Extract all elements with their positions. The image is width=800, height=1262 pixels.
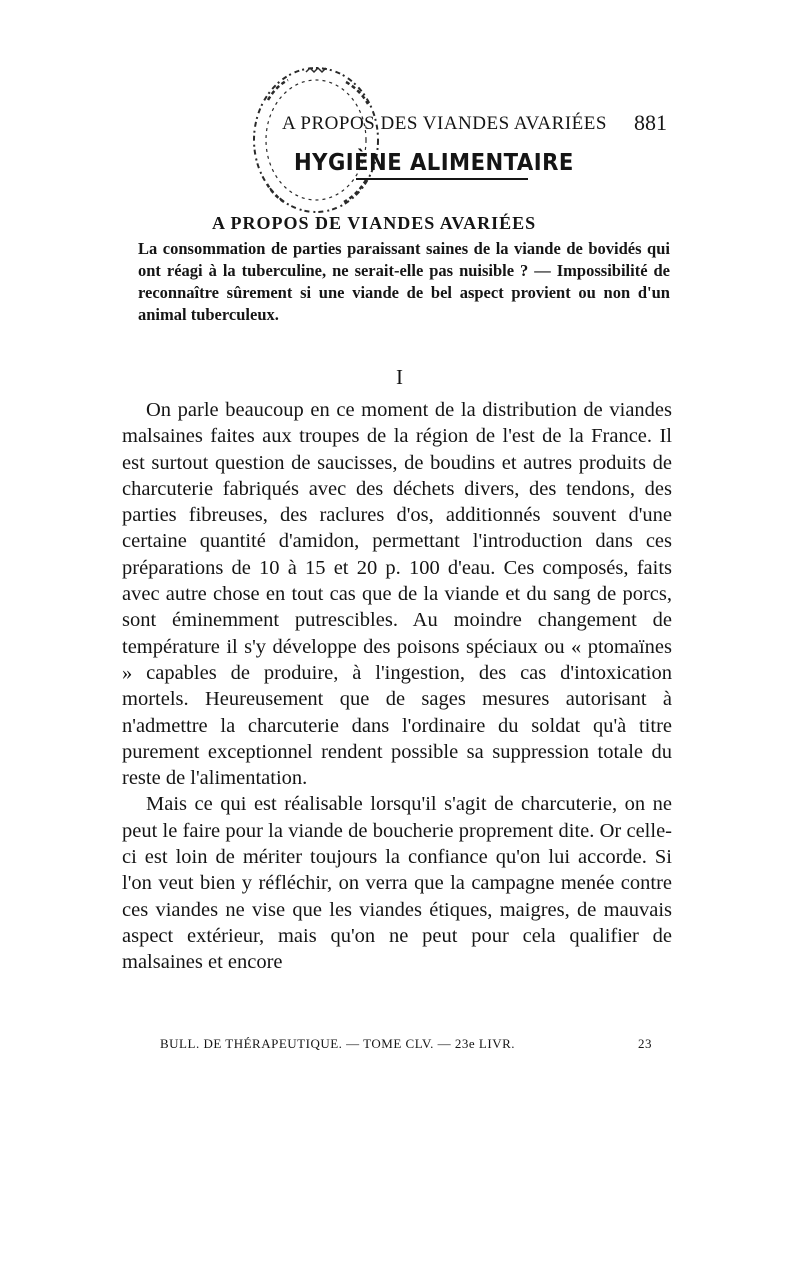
article-body xyxy=(122,397,672,976)
page-number: 881 xyxy=(634,110,667,135)
footer-journal: BULL. DE THÉRAPEUTIQUE. — TOME CLV. — 23e LIVR. xyxy=(160,1036,515,1051)
footer-signature: 23 xyxy=(638,1036,652,1051)
article-title: A PROPOS DE VIANDES AVARIÉES xyxy=(212,213,537,233)
section-rubric: HYGIÈNE ALIMENTAIRE xyxy=(294,150,574,176)
article-summary: La consommation de parties paraissant saines de la viande de bovidés qui ont réagi à la tuberculine, ne serait-elle pas nuisible ? — Impossibilité de reconnaître sûrement si une viande de bel aspect provient ou non d'un animal tuberculeux. xyxy=(138,239,670,324)
stamp-graphic xyxy=(246,60,386,220)
section-number: I xyxy=(396,365,403,389)
paragraph: Mais ce qui est réalisable lorsqu'il s'agit de charcuterie, on ne peut le faire pour la viande de boucherie proprement dite. Or celle-ci est loin de mériter toujours la confiance qu'on lui accorde. Si l'on veut bien y réfléchir, on verra que la campagne menée contre ces viandes ne vise que les viandes étiques, maigres, de mauvais aspect extérieur, mais qu'on ne peut pour cela qualifier de malsaines et encore xyxy=(122,793,672,974)
paragraph: On parle beaucoup en ce moment de la distribution de viandes malsaines faites aux troupes de la région de l'est de la France. Il est surtout question de saucisses, de boudins et autres produits de charcuterie fabriqués avec des déchets divers, des tendons, des parties fibreuses, des raclures d'os, additionnés souvent d'une certaine quantité d'amidon, permettant l'introduction dans ces préparations de 10 à 15 et 20 p. 100 d'eau. Ces composés, faits avec autre chose en tout cas que de la viande et du sang de porcs, sont éminemment putrescibles. Au moindre changement de température il s'y développe des poisons spéciaux ou « ptomaïnes » capables de produire, à l'ingestion, des cas d'intoxication mortels. Heureusement que de sages mesures autorisant à n'admettre la charcuterie dans l'ordinaire du soldat qu'à titre purement exceptionnel rendent possible sa suppression totale du reste de l'alimentation. xyxy=(122,399,672,790)
running-header: A PROPOS DES VIANDES AVARIÉES xyxy=(282,113,607,134)
rubric-underline xyxy=(356,178,528,180)
library-stamp-icon xyxy=(246,60,386,220)
page-footer xyxy=(160,1036,652,1052)
